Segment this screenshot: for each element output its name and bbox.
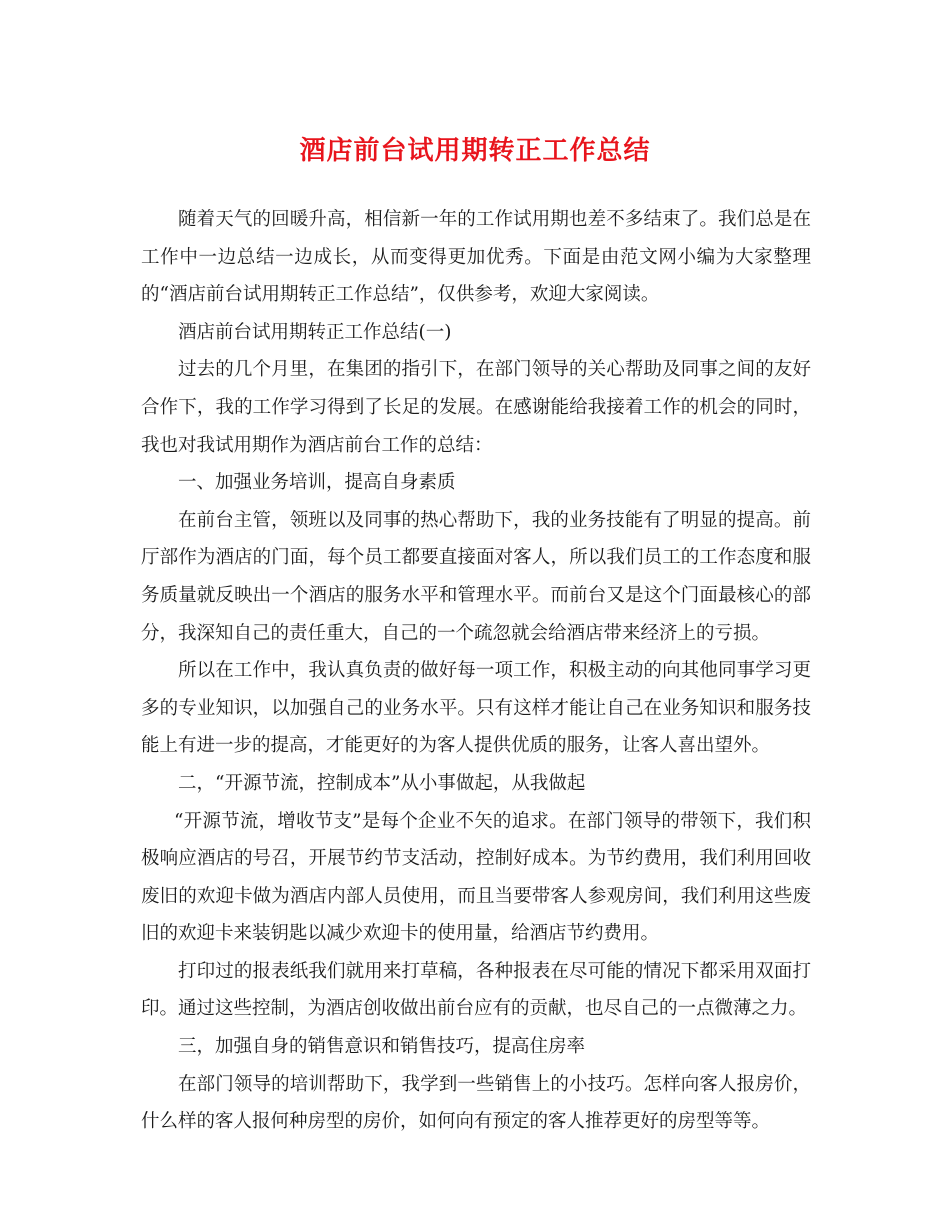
paragraph-sales: 在部门领导的培训帮助下，我学到一些销售上的小技巧。怎样向客人报房价，什么样的客人报何种房型的房价，如何向有预定的客人推荐更好的房型等等。 (141, 1073, 811, 1133)
section-heading-2: 二，“开源节流，控制成本”从小事做起，从我做起 (178, 772, 586, 794)
paragraph-cost-saving: “开源节流，增收节支”是每个企业不矢的追求。在部门领导的带领下，我们积极响应酒店的号召，开展节约节支活动，控制好成本。为节约费用，我们利用回收废旧的欢迎卡做为酒店内部人员使用，而且当要带客人参观房间，我们利用这些废旧的欢迎卡来装钥匙以减少欢迎卡的使用量，给酒店节约费用。 (141, 810, 811, 945)
paragraph-opening: 过去的几个月里，在集团的指引下，在部门领导的关心帮助及同事之间的友好合作下，我的工作学习得到了长足的发展。在感谢能给我接着工作的机会的同时，我也对我试用期作为酒店前台工作的总结： (141, 359, 811, 456)
paragraph-printing: 打印过的报表纸我们就用来打草稿，各种报表在尽可能的情况下都采用双面打印。通过这些控制，为酒店创收做出前台应有的贡献，也尽自己的一点微薄之力。 (141, 960, 811, 1020)
section-heading-3: 三，加强自身的销售意识和销售技巧，提高住房率 (178, 1036, 586, 1058)
paragraph-training: 在前台主管，领班以及同事的热心帮助下，我的业务技能有了明显的提高。前厅部作为酒店的门面，每个员工都要直接面对客人，所以我们员工的工作态度和服务质量就反映出一个酒店的服务水平和管理水平。而前台又是这个门面最核心的部分，我深知自己的责任重大，自己的一个疏忽就会给酒店带来经济上的亏损。 (141, 509, 811, 644)
document-title: 酒店前台试用期转正工作总结 (299, 136, 651, 166)
paragraph-diligence: 所以在工作中，我认真负责的做好每一项工作，积极主动的向其他同事学习更多的专业知识，以加强自己的业务水平。只有这样才能让自己在业务知识和服务技能上有进一步的提高，才能更好的为客人提供优质的服务，让客人喜出望外。 (141, 660, 811, 757)
document-body (141, 201, 811, 1141)
paragraph-intro: 随着天气的回暖升高，相信新一年的工作试用期也差不多结束了。我们总是在工作中一边总结一边成长，从而变得更加优秀。下面是由范文网小编为大家整理的“酒店前台试用期转正工作总结”，仅供参考，欢迎大家阅读。 (141, 209, 811, 306)
section-heading-1: 一、加强业务培训，提高自身素质 (178, 472, 456, 494)
section-heading-part-one: 酒店前台试用期转正工作总结(一) (178, 321, 452, 343)
